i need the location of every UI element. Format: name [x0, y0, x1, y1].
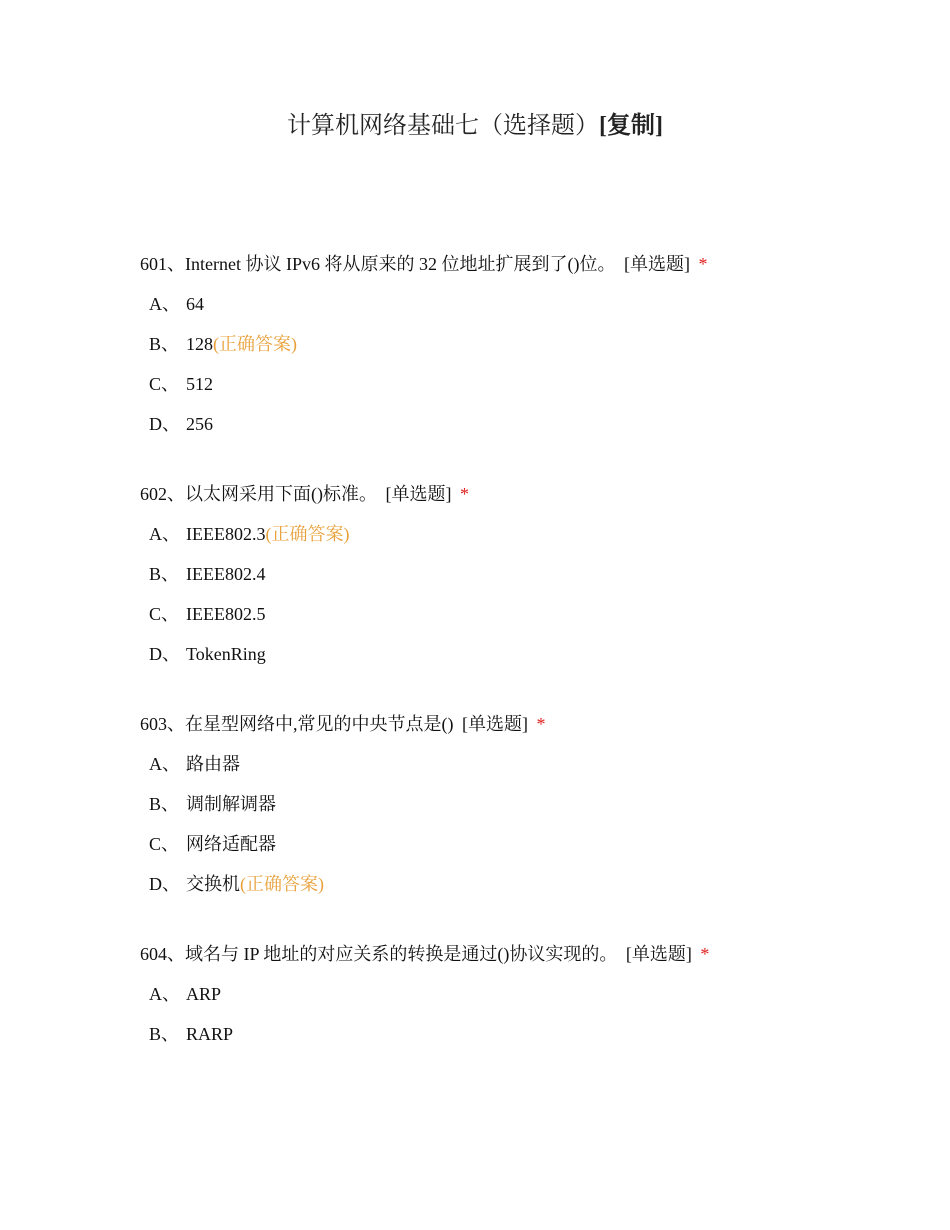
question-602 — [140, 480, 900, 668]
option-letter: A、 — [149, 294, 180, 314]
option-text: 交换机 — [186, 874, 240, 894]
required-mark: * — [700, 944, 710, 964]
question-stem — [140, 250, 900, 278]
question-stem — [140, 710, 900, 738]
title-copy-tag: [复制] — [599, 113, 663, 139]
question-601 — [140, 250, 900, 438]
option-a[interactable] — [140, 520, 900, 548]
question-type: [单选题] — [625, 944, 692, 964]
question-type: [单选题] — [623, 254, 690, 274]
question-603 — [140, 710, 900, 898]
option-c[interactable] — [140, 370, 900, 398]
option-text: RARP — [186, 1024, 234, 1044]
option-text: TokenRing — [186, 644, 266, 664]
option-letter: A、 — [149, 754, 180, 774]
required-mark: * — [698, 254, 708, 274]
page-title — [0, 110, 950, 142]
option-letter: B、 — [149, 334, 180, 354]
option-text: IEEE802.5 — [186, 604, 266, 624]
option-letter: C、 — [149, 604, 180, 624]
option-text: 256 — [186, 414, 213, 434]
option-c[interactable] — [140, 830, 900, 858]
question-type: [单选题] — [385, 484, 452, 504]
option-text: 调制解调器 — [186, 794, 276, 814]
question-604 — [140, 940, 900, 1048]
option-letter: B、 — [149, 564, 180, 584]
option-text: 512 — [186, 374, 213, 394]
question-stem — [140, 480, 900, 508]
option-text: ARP — [186, 984, 222, 1004]
question-list — [140, 250, 900, 1090]
option-text: IEEE802.4 — [186, 564, 266, 584]
correct-answer-mark: (正确答案) — [240, 874, 324, 894]
question-text: 604、域名与 IP 地址的对应关系的转换是通过()协议实现的。 — [140, 944, 618, 964]
option-b[interactable] — [140, 790, 900, 818]
option-letter: D、 — [149, 874, 180, 894]
option-letter: D、 — [149, 644, 180, 664]
option-d[interactable] — [140, 640, 900, 668]
option-text: IEEE802.3 — [186, 524, 266, 544]
required-mark: * — [460, 484, 469, 504]
option-c[interactable] — [140, 600, 900, 628]
option-a[interactable] — [140, 290, 900, 318]
option-letter: A、 — [149, 524, 180, 544]
option-letter: D、 — [149, 414, 180, 434]
question-text: 603、在星型网络中,常见的中央节点是() — [140, 714, 454, 734]
option-text: 64 — [186, 294, 204, 314]
option-d[interactable] — [140, 410, 900, 438]
option-letter: B、 — [149, 794, 180, 814]
option-a[interactable] — [140, 750, 900, 778]
question-text: 601、Internet 协议 IPv6 将从原来的 32 位地址扩展到了()位。 — [140, 254, 616, 274]
option-d[interactable] — [140, 870, 900, 898]
title-text: 计算机网络基础七（选择题） — [287, 113, 599, 139]
option-letter: B、 — [149, 1024, 180, 1044]
option-b[interactable] — [140, 560, 900, 588]
question-text: 602、以太网采用下面()标准。 — [140, 484, 377, 504]
option-a[interactable] — [140, 980, 900, 1008]
option-b[interactable] — [140, 330, 900, 358]
question-type: [单选题] — [462, 714, 528, 734]
required-mark: * — [536, 714, 546, 734]
option-letter: C、 — [149, 374, 180, 394]
option-letter: C、 — [149, 834, 180, 854]
correct-answer-mark: (正确答案) — [265, 524, 350, 544]
option-text: 路由器 — [186, 754, 240, 774]
option-text: 网络适配器 — [186, 834, 276, 854]
question-stem — [140, 940, 900, 968]
option-text: 128 — [186, 334, 213, 354]
option-b[interactable] — [140, 1020, 900, 1048]
option-letter: A、 — [149, 984, 180, 1004]
correct-answer-mark: (正确答案) — [213, 334, 297, 354]
